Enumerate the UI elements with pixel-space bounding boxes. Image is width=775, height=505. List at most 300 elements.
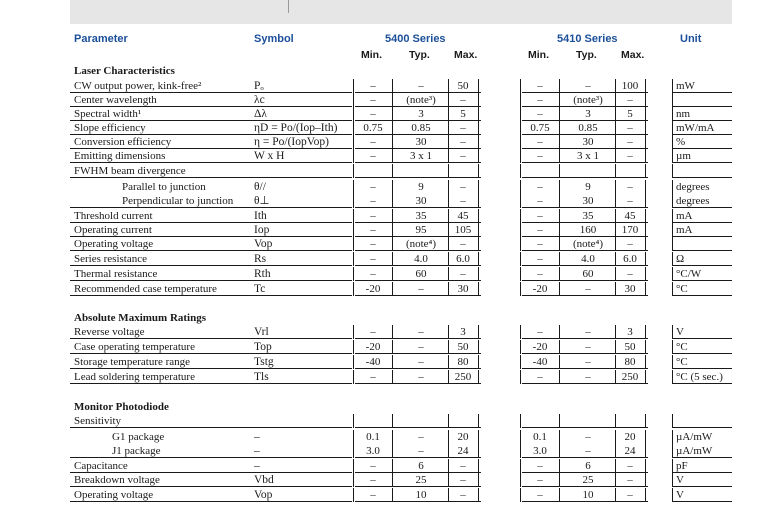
header-max-5400: Max.: [454, 49, 478, 61]
table-row: [0, 135, 775, 149]
column-rule: [392, 414, 393, 428]
column-rule: [645, 194, 646, 208]
row-rule: [522, 162, 648, 163]
column-rule: [645, 180, 646, 194]
symbol-cell: Rth: [254, 268, 271, 280]
typ-5400-cell: –: [418, 283, 424, 295]
column-rule: [520, 444, 521, 458]
symbol-cell: W x H: [254, 150, 285, 162]
typ-5410-cell: 9: [585, 181, 591, 193]
column-rule: [672, 473, 673, 487]
column-rule: [559, 93, 560, 107]
header-min-5400: Min.: [361, 49, 382, 61]
column-rule: [353, 459, 354, 473]
column-rule: [645, 209, 646, 223]
column-rule: [559, 355, 560, 369]
row-rule: [355, 383, 481, 384]
symbol-cell: Tstg: [254, 356, 274, 368]
parameter-cell: Absolute Maximum Ratings: [74, 312, 207, 324]
row-rule: [522, 427, 648, 428]
column-rule: [353, 414, 354, 428]
row-rule: [355, 368, 481, 369]
parameter-cell: Breakdown voltage: [74, 474, 160, 486]
column-rule: [645, 79, 646, 93]
table-row: [0, 149, 775, 163]
min-5410-cell: 0.75: [530, 122, 550, 134]
typ-5410-cell: –: [585, 356, 591, 368]
typ-5400-cell: –: [418, 341, 424, 353]
typ-5400-cell: 3: [418, 108, 424, 120]
column-rule: [672, 121, 673, 135]
max-5410-cell: –: [627, 150, 633, 162]
row-rule: [70, 177, 352, 178]
typ-5410-cell: 30: [582, 136, 594, 148]
table-row: [0, 370, 775, 384]
column-rule: [353, 121, 354, 135]
min-5410-cell: –: [537, 210, 543, 222]
column-rule: [672, 282, 673, 296]
unit-cell: [676, 93, 732, 107]
column-rule: [559, 237, 560, 251]
column-rule: [353, 355, 354, 369]
typ-5410-cell: –: [585, 326, 591, 338]
row-rule: [355, 353, 481, 354]
min-5400-cell: –: [370, 94, 376, 106]
min-5400-cell: –: [370, 371, 376, 383]
column-rule: [615, 164, 616, 178]
min-5400-cell: -20: [365, 283, 381, 295]
parameter-cell: Laser Characteristics: [74, 65, 175, 77]
min-5410-cell: –: [537, 253, 543, 265]
min-5410-cell: -40: [532, 356, 548, 368]
typ-5400-cell: 6: [418, 460, 424, 472]
row-rule: [355, 177, 481, 178]
column-rule: [559, 414, 560, 428]
column-rule: [559, 194, 560, 208]
column-rule: [353, 267, 354, 281]
unit-cell: µA/mW: [676, 445, 713, 457]
column-rule: [392, 267, 393, 281]
row-rule: [672, 250, 732, 251]
unit-cell: [676, 237, 732, 251]
typ-5410-cell: –: [585, 80, 591, 92]
max-5400-cell: 3: [460, 326, 466, 338]
typ-5410-cell: –: [585, 341, 591, 353]
column-rule: [559, 340, 560, 354]
column-rule: [392, 488, 393, 502]
table-row: [0, 194, 775, 208]
symbol-cell: θ⊥: [254, 195, 270, 207]
max-5410-cell: –: [627, 181, 633, 193]
column-rule: [478, 93, 479, 107]
typ-5400-cell: –: [418, 431, 424, 443]
row-rule: [672, 368, 732, 369]
column-rule: [478, 444, 479, 458]
column-rule: [645, 459, 646, 473]
column-rule: [559, 370, 560, 384]
column-rule: [478, 414, 479, 428]
max-5410-cell: 3: [627, 326, 633, 338]
column-rule: [353, 252, 354, 266]
typ-5400-cell: 4.0: [414, 253, 428, 265]
symbol-cell: Ith: [254, 210, 267, 222]
column-rule: [478, 79, 479, 93]
max-5400-cell: –: [460, 195, 466, 207]
max-5400-cell: –: [460, 474, 466, 486]
max-5410-cell: –: [627, 474, 633, 486]
max-5410-cell: –: [627, 122, 633, 134]
unit-cell: °C: [676, 341, 688, 353]
column-rule: [478, 488, 479, 502]
column-rule: [672, 180, 673, 194]
column-rule: [478, 107, 479, 121]
symbol-cell: Vop: [254, 238, 273, 250]
column-rule: [672, 93, 673, 107]
max-5410-cell: –: [627, 136, 633, 148]
max-5400-cell: 20: [457, 431, 469, 443]
max-5410-cell: 6.0: [623, 253, 637, 265]
typ-5400-cell: 3 x 1: [410, 150, 432, 162]
table-row: [0, 237, 775, 251]
table-row: [0, 267, 775, 281]
max-5410-cell: –: [627, 94, 633, 106]
column-rule: [520, 414, 521, 428]
column-rule: [520, 459, 521, 473]
column-rule: [353, 79, 354, 93]
row-rule: [522, 280, 648, 281]
min-5410-cell: –: [537, 326, 543, 338]
max-5410-cell: 170: [621, 224, 639, 236]
max-5410-cell: 80: [624, 356, 636, 368]
column-rule: [392, 370, 393, 384]
column-rule: [559, 135, 560, 149]
column-rule: [645, 488, 646, 502]
parameter-cell: Lead soldering temperature: [74, 371, 195, 383]
row-rule: [355, 427, 481, 428]
max-5410-cell: 20: [624, 431, 636, 443]
column-rule: [353, 223, 354, 237]
column-rule: [392, 340, 393, 354]
typ-5410-cell: 6: [585, 460, 591, 472]
column-rule: [615, 414, 616, 428]
column-rule: [353, 282, 354, 296]
row-rule: [672, 353, 732, 354]
symbol-cell: Rs: [254, 253, 267, 265]
parameter-cell: Monitor Photodiode: [74, 401, 169, 413]
parameter-cell: Center wavelength: [74, 94, 157, 106]
row-rule: [355, 280, 481, 281]
row-rule: [522, 368, 648, 369]
parameter-cell: Recommended case temperature: [74, 283, 217, 295]
parameter-cell: Threshold current: [74, 210, 153, 222]
column-rule: [478, 282, 479, 296]
unit-cell: nm: [676, 108, 691, 120]
max-5400-cell: –: [460, 238, 466, 250]
max-5410-cell: 5: [627, 108, 633, 120]
min-5410-cell: 3.0: [533, 445, 547, 457]
column-rule: [478, 194, 479, 208]
table-row: [0, 107, 775, 121]
typ-5410-cell: (note³): [573, 94, 603, 106]
typ-5400-cell: 95: [415, 224, 427, 236]
min-5410-cell: –: [537, 94, 543, 106]
column-rule: [392, 209, 393, 223]
symbol-cell: η = Po/(IopVop): [254, 136, 329, 148]
row-rule: [672, 295, 732, 296]
typ-5400-cell: 35: [415, 210, 427, 222]
column-rule: [672, 209, 673, 223]
column-rule: [672, 223, 673, 237]
max-5400-cell: –: [460, 136, 466, 148]
typ-5400-cell: –: [418, 356, 424, 368]
max-5400-cell: –: [460, 122, 466, 134]
min-5410-cell: –: [537, 150, 543, 162]
row-rule: [70, 280, 352, 281]
parameter-cell: Spectral width¹: [74, 108, 142, 120]
max-5400-cell: 6.0: [456, 253, 470, 265]
parameter-cell: G1 package: [112, 431, 165, 443]
parameter-cell: Parallel to junction: [122, 181, 206, 193]
max-5400-cell: –: [460, 181, 466, 193]
column-rule: [520, 325, 521, 339]
min-5400-cell: 3.0: [366, 445, 380, 457]
max-5400-cell: 45: [457, 210, 469, 222]
min-5410-cell: –: [537, 224, 543, 236]
column-rule: [645, 135, 646, 149]
row-rule: [355, 457, 481, 458]
column-rule: [353, 107, 354, 121]
max-5400-cell: –: [460, 460, 466, 472]
symbol-cell: Tls: [254, 371, 269, 383]
table-row: [0, 282, 775, 296]
row-rule: [672, 162, 732, 163]
table-row: [0, 488, 775, 502]
column-rule: [672, 252, 673, 266]
column-rule: [353, 93, 354, 107]
column-rule: [645, 93, 646, 107]
min-5400-cell: –: [370, 268, 376, 280]
min-5410-cell: –: [537, 489, 543, 501]
unit-cell: V: [676, 489, 684, 501]
column-rule: [353, 473, 354, 487]
unit-cell: Ω: [676, 253, 685, 265]
column-rule: [353, 164, 354, 178]
column-rule: [478, 149, 479, 163]
column-rule: [392, 252, 393, 266]
max-5400-cell: 50: [457, 341, 469, 353]
section-heading-row: [0, 400, 775, 414]
column-rule: [353, 370, 354, 384]
column-rule: [392, 180, 393, 194]
column-rule: [392, 121, 393, 135]
column-rule: [392, 223, 393, 237]
unit-cell: V: [676, 474, 684, 486]
row-rule: [522, 486, 648, 487]
row-rule: [522, 177, 648, 178]
column-rule: [478, 209, 479, 223]
typ-5410-cell: –: [585, 431, 591, 443]
header-parameter: Parameter: [74, 33, 128, 45]
column-rule: [645, 267, 646, 281]
min-5400-cell: –: [370, 150, 376, 162]
row-rule: [522, 295, 648, 296]
unit-cell: mA: [676, 210, 693, 222]
symbol-cell: Top: [254, 341, 272, 353]
column-rule: [559, 488, 560, 502]
row-rule: [70, 250, 352, 251]
column-rule: [392, 237, 393, 251]
column-rule: [448, 414, 449, 428]
parameter-cell: Emitting dimensions: [74, 150, 166, 162]
column-rule: [520, 488, 521, 502]
min-5400-cell: –: [370, 224, 376, 236]
column-rule: [353, 488, 354, 502]
row-rule: [672, 457, 732, 458]
parameter-cell: FWHM beam divergence: [74, 165, 186, 177]
typ-5400-cell: 10: [415, 489, 427, 501]
column-rule: [559, 267, 560, 281]
column-rule: [520, 164, 521, 178]
typ-5400-cell: –: [418, 326, 424, 338]
column-rule: [478, 121, 479, 135]
column-rule: [559, 121, 560, 135]
column-rule: [353, 209, 354, 223]
min-5410-cell: –: [537, 238, 543, 250]
max-5410-cell: –: [627, 195, 633, 207]
unit-cell: pF: [676, 460, 688, 472]
header-typ-5400: Typ.: [409, 49, 430, 61]
row-rule: [522, 501, 648, 502]
typ-5400-cell: –: [418, 371, 424, 383]
column-rule: [520, 267, 521, 281]
table-row: [0, 93, 775, 107]
column-rule: [392, 430, 393, 444]
column-rule: [353, 444, 354, 458]
parameter-cell: Case operating temperature: [74, 341, 195, 353]
banner-tick: [288, 0, 289, 13]
column-rule: [559, 223, 560, 237]
row-rule: [70, 457, 352, 458]
column-rule: [559, 252, 560, 266]
column-rule: [559, 473, 560, 487]
column-rule: [392, 107, 393, 121]
min-5410-cell: –: [537, 136, 543, 148]
typ-5400-cell: (note⁴): [405, 238, 437, 250]
row-rule: [672, 427, 732, 428]
column-rule: [392, 325, 393, 339]
unit-cell: degrees: [676, 181, 710, 193]
max-5400-cell: 105: [454, 224, 472, 236]
column-rule: [645, 121, 646, 135]
typ-5410-cell: (note⁴): [572, 238, 604, 250]
column-rule: [645, 252, 646, 266]
symbol-cell: Δλ: [254, 108, 267, 120]
row-rule: [70, 162, 352, 163]
max-5410-cell: 250: [621, 371, 639, 383]
min-5400-cell: -20: [365, 341, 381, 353]
column-rule: [645, 370, 646, 384]
parameter-cell: Thermal resistance: [74, 268, 158, 280]
parameter-cell: Operating voltage: [74, 489, 154, 501]
column-rule: [672, 164, 673, 178]
column-rule: [645, 473, 646, 487]
typ-5400-cell: 9: [418, 181, 424, 193]
table-row: [0, 252, 775, 266]
parameter-cell: CW output power, kink-free²: [74, 80, 202, 92]
parameter-cell: Operating voltage: [74, 238, 154, 250]
symbol-cell: –: [254, 445, 260, 457]
max-5410-cell: 50: [624, 341, 636, 353]
column-rule: [672, 459, 673, 473]
typ-5410-cell: 35: [582, 210, 594, 222]
column-rule: [353, 135, 354, 149]
table-row: [0, 164, 775, 178]
column-rule: [645, 237, 646, 251]
column-rule: [672, 355, 673, 369]
typ-5400-cell: –: [418, 445, 424, 457]
column-rule: [478, 223, 479, 237]
row-rule: [355, 295, 481, 296]
column-rule: [672, 194, 673, 208]
unit-cell: °C: [676, 356, 688, 368]
unit-cell: mA: [676, 224, 693, 236]
symbol-cell: Vop: [254, 489, 273, 501]
min-5410-cell: –: [537, 195, 543, 207]
table-row: [0, 430, 775, 444]
column-rule: [478, 459, 479, 473]
column-rule: [478, 252, 479, 266]
column-rule: [353, 340, 354, 354]
row-rule: [522, 383, 648, 384]
unit-cell: mW/mA: [676, 122, 715, 134]
symbol-cell: Tc: [254, 283, 266, 295]
header-typ-5410: Typ.: [576, 49, 597, 61]
column-rule: [392, 149, 393, 163]
row-rule: [522, 265, 648, 266]
parameter-cell: Series resistance: [74, 253, 147, 265]
typ-5410-cell: –: [585, 371, 591, 383]
column-rule: [520, 473, 521, 487]
column-rule: [520, 355, 521, 369]
symbol-cell: Iop: [254, 224, 270, 236]
row-rule: [672, 501, 732, 502]
column-rule: [645, 107, 646, 121]
table-row: [0, 340, 775, 354]
column-rule: [353, 149, 354, 163]
column-rule: [520, 180, 521, 194]
row-rule: [522, 207, 648, 208]
row-rule: [70, 295, 352, 296]
column-rule: [672, 340, 673, 354]
parameter-cell: Slope efficiency: [74, 122, 146, 134]
unit-cell: µA/mW: [676, 431, 713, 443]
column-rule: [478, 473, 479, 487]
top-banner: [70, 0, 732, 24]
unit-cell: degrees: [676, 195, 710, 207]
header-unit: Unit: [680, 33, 702, 45]
column-rule: [559, 180, 560, 194]
row-rule: [672, 207, 732, 208]
symbol-cell: Vbd: [254, 474, 274, 486]
column-rule: [672, 444, 673, 458]
row-rule: [355, 265, 481, 266]
column-rule: [672, 370, 673, 384]
max-5400-cell: –: [460, 150, 466, 162]
typ-5410-cell: 160: [579, 224, 597, 236]
min-5400-cell: –: [370, 238, 376, 250]
typ-5400-cell: 30: [415, 136, 427, 148]
column-rule: [353, 430, 354, 444]
